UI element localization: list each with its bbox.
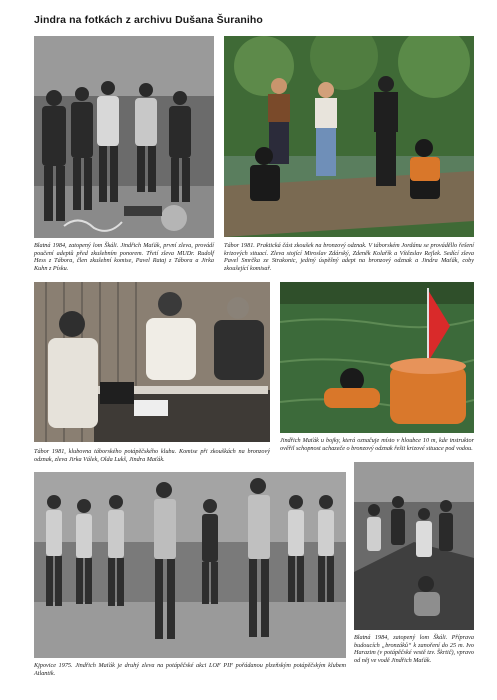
photo-jordan-exam-caption: Tábor 1981. Praktická část zkoušek na bronzový odznak. V táborském Jordánu se prováděllo řešení krizových situací. Zleva stojící Miroslav Zdárský, Zdeněk Kolařík a Vítězslav Rejlek. Sedící zleva Pavel Smrčka ze Strakonic, jediný úspěšný adept na bronzový odznak a Jindra Maťák, coby zkoušející komisař.	[224, 242, 474, 272]
photo-quarry-briefing	[34, 36, 214, 238]
photo-jordan-exam	[224, 36, 474, 237]
photo-buoy-caption: Jindřich Maťák u bojky, která označuje místo v hloubce 10 m, kde instruktor ověřil schopnost uchazeče o bronzový odznak řešit krizové situace pod vodou.	[280, 437, 474, 452]
page-title: Jindra na fotkách z archivu Dušana Šuraniho	[34, 14, 263, 26]
photo-buoy-image	[280, 282, 474, 433]
photo-clubroom-commission	[34, 282, 270, 442]
photo-kjpovice-event	[34, 472, 346, 658]
photo-clubroom-commission-image	[34, 282, 270, 442]
photo-kjpovice-event-caption: Kjpovice 1975. Jindřich Maťák je druhý zleva na potápěčské akci LOF PIF pořádanou plzeňským potápěčským klubem Atlantik.	[34, 662, 346, 677]
photo-quarry-preparation-caption: Blatná 1984, zatopený lom Škáli. Příprava budoucích „bronzáků“ k zanoření do 25 m. Ivo Harazim (v potápěčské vestě tzv. Škrtič), vpravo od něj ve vodě Jindřich Maťák.	[354, 634, 474, 664]
photo-jordan-exam-image	[224, 36, 474, 237]
photo-quarry-briefing-image	[34, 36, 214, 238]
photo-buoy	[280, 282, 474, 433]
photo-quarry-preparation-image	[354, 462, 474, 630]
photo-kjpovice-event-image	[34, 472, 346, 658]
photo-quarry-preparation	[354, 462, 474, 630]
photo-quarry-briefing-caption: Blatná 1984, zatopený lom Škáli. Jindřich Maťák, první zleva, provádí poučení adeptů před zkušebním ponorem. Třetí zleva MUDr. Rudolf Hess z Tábora, člen zkušební komise, Pavel Rataj z Tábora a Jirka Kuhn z Písku.	[34, 242, 214, 272]
photo-clubroom-commission-caption: Tábor 1981, klubovna táborského potápěčského klubu. Komise při zkouškách na bronzový odznak, zleva Jirka Válek, Olda Lukš, Jindra Maťák.	[34, 448, 270, 463]
